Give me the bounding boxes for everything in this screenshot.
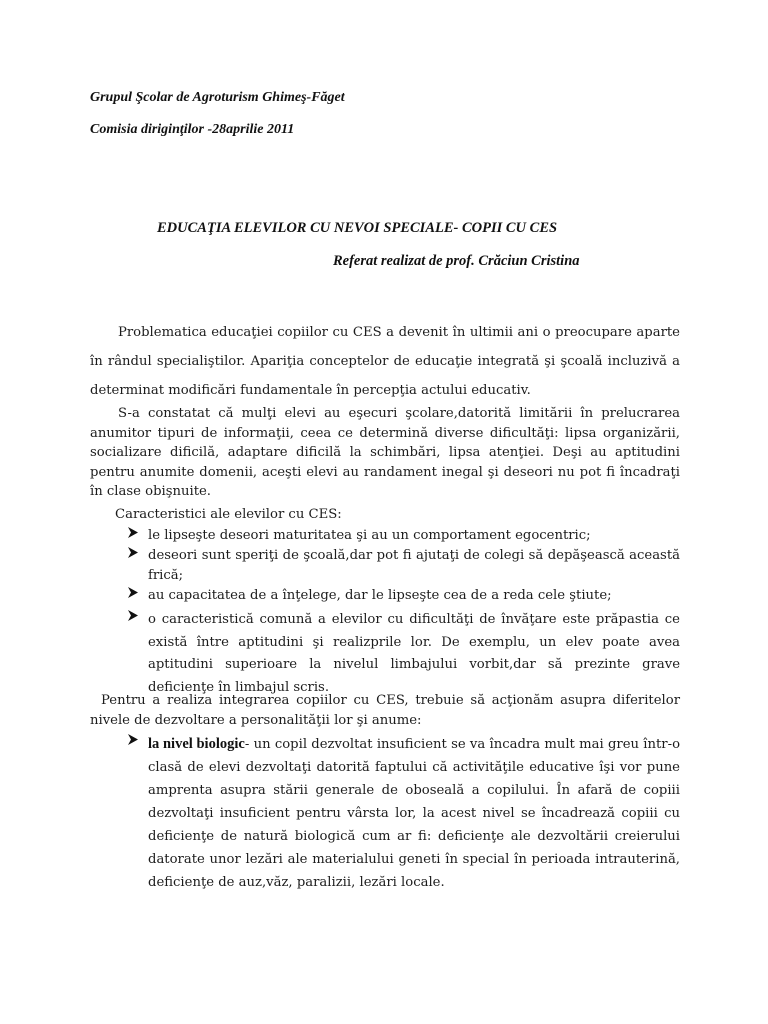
list-item-text: deseori sunt speriţi de şcoală,dar pot fi ajutaţi de colegi să depăşească această frică;: [148, 548, 680, 583]
list-item: [127, 586, 680, 606]
list-item: [127, 733, 680, 894]
list-item: [127, 609, 680, 699]
integration-block: [90, 691, 680, 731]
paragraph-intro: Problematica educaţiei copiilor cu CES a devenit în ultimii ani o preocupare aparte în rândul specialiştilor. Apariţia conceptelor de educaţie integrată şi şcoală incluzivă a determinat modificări fundamentale în percepţia actului educativ.: [90, 325, 680, 398]
level-text: - un copil dezvoltat insuficient se va încadra mult mai greu într-o clasă de elevi dezvoltaţi datorită faptului că activităţile educative îşi vor pune amprenta asupra stării generale de oboseală a copilului. În afară de copiii dezvoltaţi insuficient pentru vârsta lor, la acest nivel se încadrează copiii cu deficienţe de natură biologică cum ar fi: deficienţe ale dezvoltării creierului datorate unor lezări ale materialului geneti în special în perioada intrauterină, deficienţe de auz,văz, paralizii, lezări locale.: [148, 737, 681, 890]
paragraph-integration: Pentru a realiza integrarea copiilor cu CES, trebuie să acţionăm asupra diferitelor nivele de dezvoltare a personalităţii lor şi anume:: [90, 693, 680, 728]
arrow-bullet-icon: [127, 733, 139, 746]
characteristics-heading-block: [115, 505, 705, 525]
list-item-text: [148, 733, 680, 894]
difficulties-block: [90, 404, 680, 502]
list-item: [127, 526, 680, 546]
commission-line: Comisia diriginţilor -28aprilie 2011: [90, 122, 295, 137]
arrow-bullet-icon: [127, 526, 139, 539]
author-line: Referat realizat de prof. Crăciun Cristina: [333, 253, 580, 269]
arrow-bullet-icon: [127, 546, 139, 559]
arrow-bullet-icon: [127, 609, 139, 622]
list-item-text: o caracteristică comună a elevilor cu dificultăţi de învăţare este prăpastia ce există între aptitudini şi realizprile lor. De exemplu, un elev poate avea aptitudini superioare la nivelul limbajului vorbit,dar să prezinte grave deficienţe în limbajul scris.: [148, 612, 680, 695]
arrow-bullet-icon: [127, 586, 139, 599]
intro-block: [90, 318, 680, 405]
paragraph-difficulties: S-a constatat că mulţi elevi au eşecuri şcolare,datorită limitării în prelucrarea anumitor tipuri de informaţii, ceea ce determină diverse dificultăţi: lipsa organizării, socializare dificilă, adaptare dificilă la schimbări, lipsa atenţiei. Deşi au aptitudini pentru anumite domenii, aceşti elevi au randament inegal şi deseori nu pot fi încadraţi în clase obişnuite.: [90, 406, 680, 499]
list-item: [127, 546, 680, 585]
characteristics-heading: Caracteristici ale elevilor cu CES:: [115, 507, 342, 522]
school-name: Grupul Şcolar de Agroturism Ghimeş-Făget: [90, 90, 345, 105]
list-item-text: au capacitatea de a înţelege, dar le lipseşte cea de a reda cele ştiute;: [148, 588, 612, 603]
list-item-text: le lipseşte deseori maturitatea şi au un comportament egocentric;: [148, 528, 591, 543]
document-title: EDUCAŢIA ELEVILOR CU NEVOI SPECIALE- COPII CU CES: [157, 220, 558, 236]
level-lead: la nivel biologic: [148, 736, 245, 752]
